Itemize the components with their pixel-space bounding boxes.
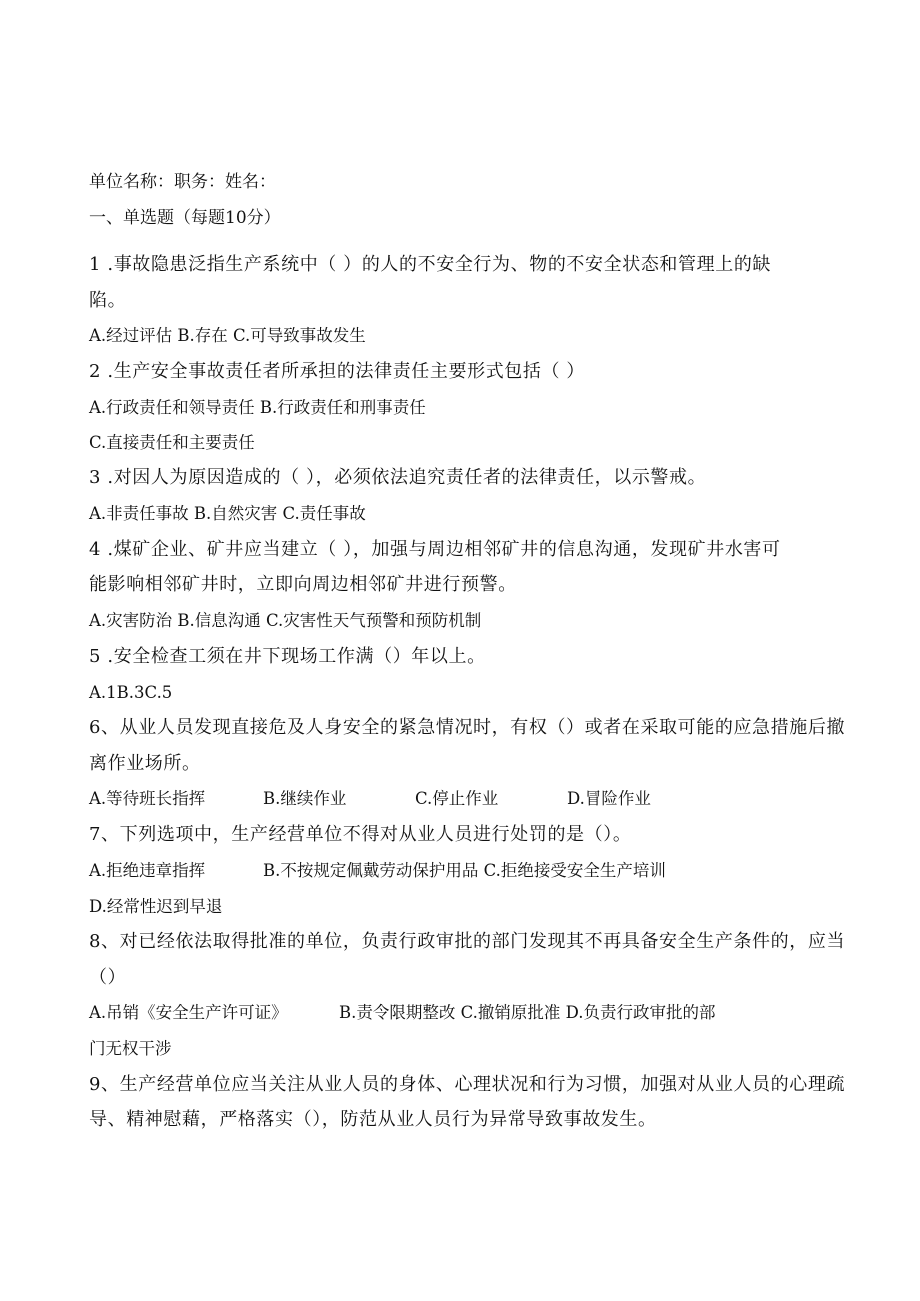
question-6-option-c: C.停止作业 [415, 789, 499, 808]
question-5-options: A.1B.3C.5 [89, 683, 173, 702]
question-8-option-d-cont: 门无权干涉 [89, 1039, 172, 1058]
question-4-text-cont: 能影响相邻矿井时，立即向周边相邻矿井进行预警。 [89, 574, 517, 595]
question-2-options: A.行政责任和领导责任 B.行政责任和刑事责任 [89, 398, 426, 417]
question-4-text: 4 .煤矿企业、矿井应当建立（ ），加强与周边相邻矿井的信息沟通，发现矿井水害可 [89, 539, 781, 560]
question-1-text: 1 .事故隐患泛指生产系统中（ ）的人的不安全行为、物的不安全状态和管理上的缺 [89, 254, 772, 275]
question-9-text-cont: 导、精神慰藉，严格落实（），防范从业人员行为异常导致事故发生。 [89, 1109, 657, 1130]
question-8-options-bcd: B.责令限期整改 C.撤销原批准 D.负责行政审批的部 [339, 1003, 716, 1022]
question-7-option-a: A.拒绝违章指挥 [89, 861, 206, 880]
question-2-text: 2 .生产安全事故责任者所承担的法律责任主要形式包括（ ） [89, 361, 586, 382]
question-7-text: 7、下列选项中，生产经营单位不得对从业人员进行处罚的是（）。 [89, 824, 632, 845]
question-8-text: 8、对已经依法取得批准的单位，负责行政审批的部门发现其不再具备安全生产条件的，应当 [89, 931, 846, 952]
question-7-options-bc: B.不按规定佩戴劳动保护用品 C.拒绝接受安全生产培训 [263, 861, 666, 880]
question-4-options: A.灾害防治 B.信息沟通 C.灾害性天气预警和预防机制 [89, 611, 482, 630]
question-9-text: 9、生产经营单位应当关注从业人员的身体、心理状况和行为习惯，加强对从业人员的心理疏 [89, 1074, 846, 1095]
question-1-options: A.经过评估 B.存在 C.可导致事故发生 [89, 326, 366, 345]
question-3-text: 3 .对因人为原因造成的（ ），必须依法追究责任者的法律责任，以示警戒。 [89, 467, 707, 488]
question-7-option-d: D.经常性迟到早退 [89, 897, 223, 916]
question-6-text-cont: 离作业场所。 [89, 753, 201, 774]
info-line: 单位名称：职务：姓名： [89, 172, 276, 192]
question-6-option-a: A.等待班长指挥 [89, 789, 206, 808]
question-1-text-cont: 陷。 [89, 290, 127, 311]
question-6-text: 6、从业人员发现直接危及人身安全的紧急情况时，有权（）或者在采取可能的应急措施后撤 [89, 717, 846, 738]
question-6-option-b: B.继续作业 [263, 789, 347, 808]
section-title: 一、单选题（每题10分） [89, 208, 281, 228]
question-8-text-cont: （） [89, 967, 127, 988]
question-6-option-d: D.冒险作业 [567, 789, 651, 808]
question-8-option-a: A.吊销《安全生产许可证》 [89, 1003, 288, 1022]
question-5-text: 5 .安全检查工须在井下现场工作满（）年以上。 [89, 646, 486, 667]
question-2-options-cont: C.直接责任和主要责任 [89, 433, 255, 452]
question-3-options: A.非责任事故 B.自然灾害 C.责任事故 [89, 504, 366, 523]
